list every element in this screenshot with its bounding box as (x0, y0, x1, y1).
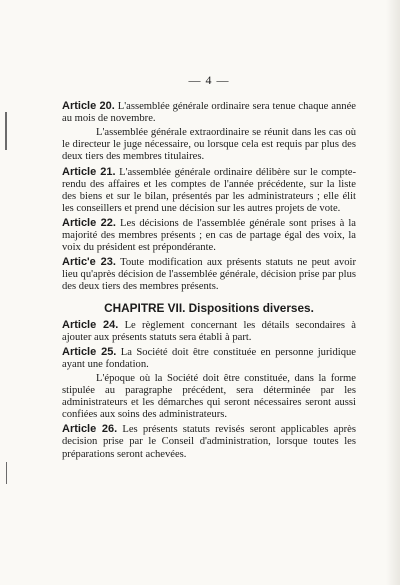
margin-mark (6, 462, 7, 484)
margin-mark (5, 112, 7, 150)
article-label: Article 22. (62, 216, 116, 229)
article-text: L'assemblée générale ordinaire délibère sur le compte-rendu des affaires et les comptes de l'année précédente, sur la liste des biens et sur le bilan, présentés par les administrateurs ; elle élit les conseillers et prend une décision sur les autres projets de vote. (62, 166, 356, 214)
article-23 (62, 256, 356, 293)
page-edge-shadow (386, 0, 400, 585)
article-label: Artic'e 23. (62, 256, 116, 269)
article-text: Toute modification aux présents statuts ne peut avoir lieu qu'après décision de l'assemblée générale, décision prise par plus des deux tiers des membres présents. (62, 257, 356, 293)
article-text: Les présents statuts revisés seront applicables après decision prise par le Conseil d'administration, lorsque toutes les préparations seront achevées. (62, 424, 356, 460)
article-20-continued (62, 127, 356, 163)
article-25-continued (62, 373, 356, 421)
article-label: Article 24. (62, 318, 119, 331)
article-22 (62, 217, 356, 254)
chapter-title: CHAPITRE VII. Dispositions diverses. (104, 300, 314, 315)
article-20 (62, 100, 356, 125)
article-26 (62, 423, 356, 460)
article-text: Le règlement concernant les détails secondaires à ajouter aux présents statuts sera établi à part. (62, 319, 356, 343)
article-text: L'assemblée générale extraordinaire se réunit dans les cas où le directeur le juge nécessaire, ou lorsque cela est requis par plus des deux tiers des membres titulaires. (62, 127, 356, 163)
article-25 (62, 346, 356, 371)
article-label: Article 26. (62, 423, 118, 436)
article-label: Article 21. (62, 165, 116, 178)
article-text: Les décisions de l'assemblée générale sont prises à la majorité des membres présents ; en cas de partage égal des voix, la voix du président est prépondérante. (62, 217, 356, 254)
article-text: L'assemblée générale ordinaire sera tenue chaque année au mois de novembre. (62, 101, 356, 125)
document-text (62, 74, 356, 463)
article-text: La Société doit être constituée en personne juridique ayant une fondation. (62, 346, 356, 370)
article-label: Article 25. (62, 345, 117, 358)
article-text: L'époque où la Société doit être constituée, dans la forme stipulée au paragraphe précédent, sera déterminée par les administrateurs et les démarches qui seront nécessaires seront aussi confiées aux soins des administrateurs. (62, 372, 356, 421)
article-24 (62, 319, 356, 344)
article-label: Article 20. (62, 100, 115, 113)
article-21 (62, 166, 356, 215)
page-number: — 4 — (188, 73, 230, 87)
